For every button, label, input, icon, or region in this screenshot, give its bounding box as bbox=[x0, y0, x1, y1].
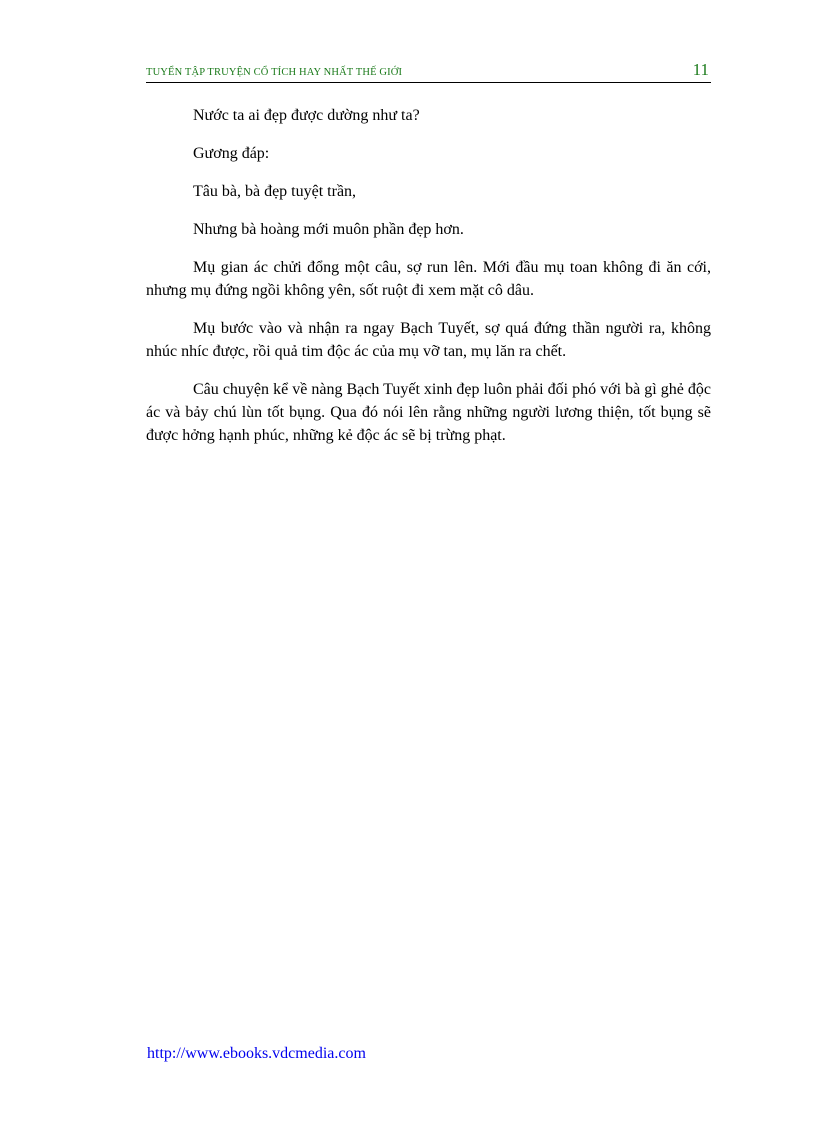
verse-line: Nước ta ai đẹp được dường như ta? bbox=[193, 107, 420, 124]
paragraph: Câu chuyện kể về nàng Bạch Tuyết xinh đẹp luôn phải đối phó với bà gì ghẻ độc ác và bảy chú lùn tốt bụng. Qua đó nói lên rằng những người lương thiện, tốt bụng sẽ được hởng hạnh phúc, những kẻ độc ác sẽ bị trừng phạt. bbox=[146, 381, 711, 444]
book-title: TUYỂN TẬP TRUYỆN CỔ TÍCH HAY NHẤT THẾ GIỚI bbox=[146, 67, 403, 78]
verse-line: Nhưng bà hoàng mới muôn phần đẹp hơn. bbox=[193, 221, 464, 238]
page-body bbox=[146, 104, 711, 462]
paragraph: Mụ bước vào và nhận ra ngay Bạch Tuyết, sợ quá đứng thần người ra, không nhúc nhíc được, rồi quả tim độc ác của mụ vỡ tan, mụ lăn ra chết. bbox=[146, 320, 711, 360]
verse-line: Tâu bà, bà đẹp tuyệt trần, bbox=[193, 183, 357, 200]
paragraph: Mụ gian ác chửi đổng một câu, sợ run lên. Mới đầu mụ toan không đi ăn cới, nhưng mụ đứng ngồi không yên, sốt ruột đi xem mặt cô dâu. bbox=[146, 259, 711, 299]
page-header bbox=[146, 60, 711, 83]
page-number: 11 bbox=[692, 60, 709, 79]
footer-link[interactable]: http://www.ebooks.vdcmedia.com bbox=[147, 1045, 366, 1062]
verse-line: Gương đáp: bbox=[193, 145, 270, 162]
